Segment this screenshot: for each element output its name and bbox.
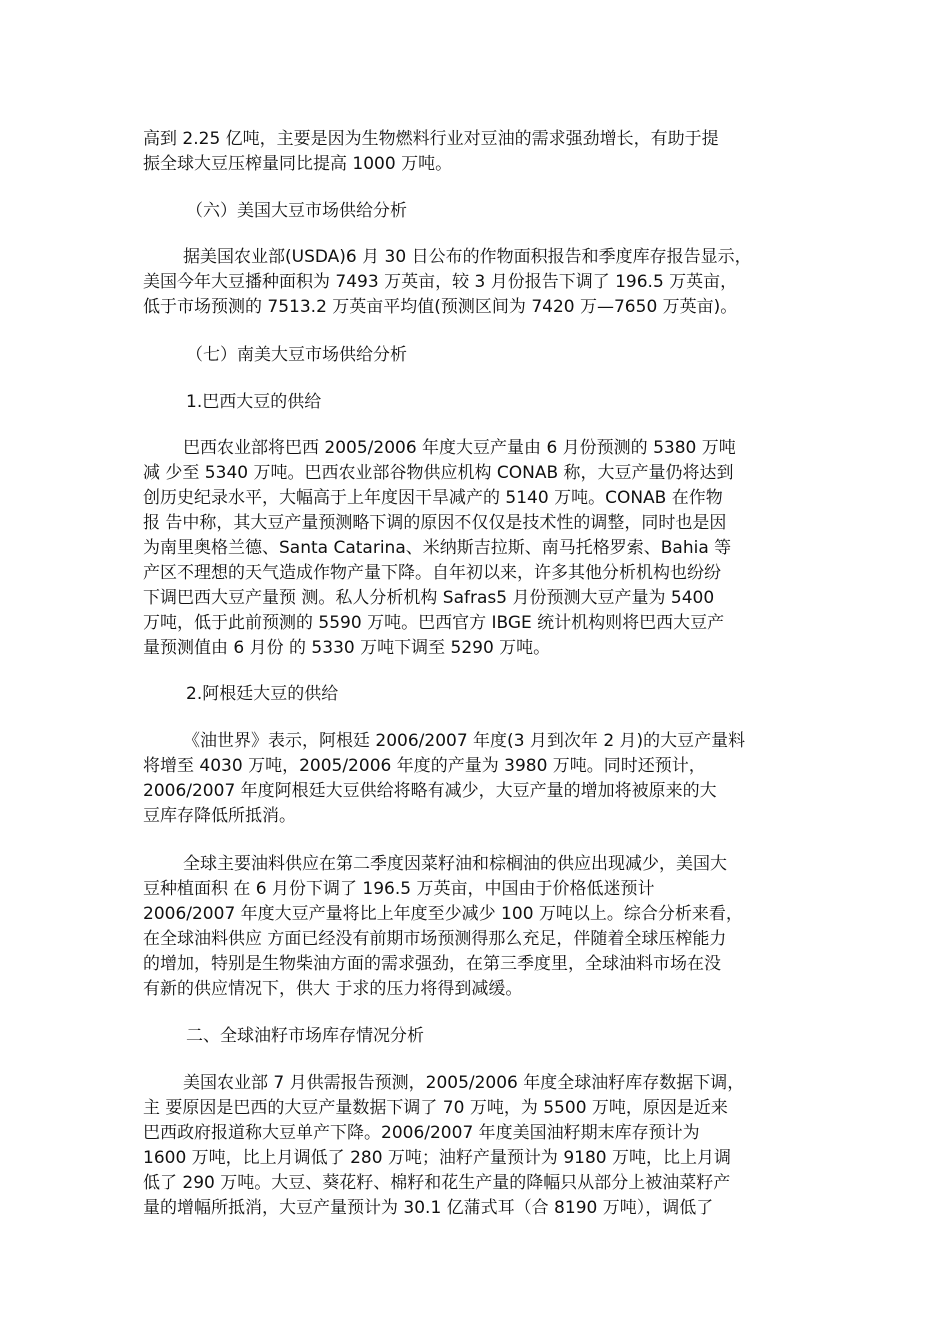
subheading-brazil: [186, 390, 851, 415]
text-line: 的增加，特别是生物柴油方面的需求强劲，在第三季度里，全球油料市场在没: [143, 954, 721, 974]
paragraph-argentina: [143, 729, 808, 829]
section-heading-7: [186, 343, 851, 368]
text-line: 巴西农业部将巴西 2005/2006 年度大豆产量由 6 月份预测的 5380 万吨: [183, 438, 736, 458]
text-line: 高到 2.25 亿吨，主要是因为生物燃料行业对豆油的需求强劲增长，有助于提: [143, 129, 719, 149]
text-line: 产区不理想的天气造成作物产量下降。自年初以来，许多其他分析机构也纷纷: [143, 563, 721, 583]
text-line: 报 告中称，其大豆产量预测略下调的原因不仅仅是技术性的调整，同时也是因: [143, 513, 727, 533]
text-line: 将增至 4030 万吨，2005/2006 年度的产量为 3980 万吨。同时还预计，: [143, 756, 706, 776]
paragraph-usda: [143, 245, 808, 320]
text-line: 2006/2007 年度大豆产量将比上年度至少减少 100 万吨以上。综合分析来看，: [143, 904, 743, 924]
heading-text: 二、全球油籽市场库存情况分析: [186, 1026, 424, 1046]
text-line: 有新的供应情况下，供大 于求的压力将得到减缓。: [143, 979, 523, 999]
heading-text: 1.巴西大豆的供给: [186, 392, 322, 412]
text-line: 下调巴西大豆产量预 测。私人分析机构 Safras5 月份预测大豆产量为 5400: [143, 588, 715, 608]
text-line: 据美国农业部(USDA)6 月 30 日公布的作物面积报告和季度库存报告显示，: [183, 247, 752, 267]
text-line: 低了 290 万吨。大豆、葵花籽、棉籽和花生产量的降幅只从部分上被油菜籽产: [143, 1173, 731, 1193]
section-heading-2: [186, 1024, 851, 1049]
text-line: 豆种植面积 在 6 月份下调了 196.5 万英亩，中国由于价格低迷预计: [143, 879, 655, 899]
heading-text: 2.阿根廷大豆的供给: [186, 684, 339, 704]
text-line: 为南里奥格兰德、Santa Catarina、米纳斯吉拉斯、南马托格罗索、Bahia 等: [143, 538, 732, 558]
text-line: 振全球大豆压榨量同比提高 1000 万吨。: [143, 154, 453, 174]
text-line: 2006/2007 年度阿根廷大豆供给将略有减少，大豆产量的增加将被原来的大: [143, 781, 717, 801]
section-heading-6: [186, 199, 851, 224]
paragraph-global-supply: [143, 852, 808, 1002]
paragraph-inventory: [143, 1071, 808, 1221]
text-line: 全球主要油料供应在第二季度因菜籽油和棕榈油的供应出现减少，美国大: [183, 854, 727, 874]
text-line: 低于市场预测的 7513.2 万英亩平均值(预测区间为 7420 万—7650 万英亩)。: [143, 297, 738, 317]
heading-text: （七）南美大豆市场供给分析: [186, 345, 407, 365]
subheading-argentina: [186, 682, 851, 707]
paragraph-brazil: [143, 436, 808, 661]
text-line: 量的增幅所抵消，大豆产量预计为 30.1 亿蒲式耳（合 8190 万吨），调低了: [143, 1198, 714, 1218]
heading-text: （六）美国大豆市场供给分析: [186, 201, 407, 221]
text-line: 主 要原因是巴西的大豆产量数据下调了 70 万吨，为 5500 万吨，原因是近来: [143, 1098, 728, 1118]
text-line: 豆库存降低所抵消。: [143, 806, 296, 826]
paragraph-continuation: [143, 127, 808, 177]
text-line: 量预测值由 6 月份 的 5330 万吨下调至 5290 万吨。: [143, 638, 551, 658]
text-line: 万吨，低于此前预测的 5590 万吨。巴西官方 IBGE 统计机构则将巴西大豆产: [143, 613, 725, 633]
text-line: 美国农业部 7 月供需报告预测，2005/2006 年度全球油籽库存数据下调，: [183, 1073, 745, 1093]
text-line: 在全球油料供应 方面已经没有前期市场预测得那么充足，伴随着全球压榨能力: [143, 929, 727, 949]
text-line: 巴西政府报道称大豆单产下降。2006/2007 年度美国油籽期末库存预计为: [143, 1123, 700, 1143]
text-line: 创历史纪录水平，大幅高于上年度因干旱减产的 5140 万吨。CONAB 在作物: [143, 488, 723, 508]
text-line: 《油世界》表示，阿根廷 2006/2007 年度(3 月到次年 2 月)的大豆产量料: [183, 731, 746, 751]
text-line: 1600 万吨，比上月调低了 280 万吨；油籽产量预计为 9180 万吨，比上月调: [143, 1148, 731, 1168]
text-line: 美国今年大豆播种面积为 7493 万英亩，较 3 月份报告下调了 196.5 万英亩，: [143, 272, 738, 292]
text-line: 减 少至 5340 万吨。巴西农业部谷物供应机构 CONAB 称，大豆产量仍将达到: [143, 463, 734, 483]
